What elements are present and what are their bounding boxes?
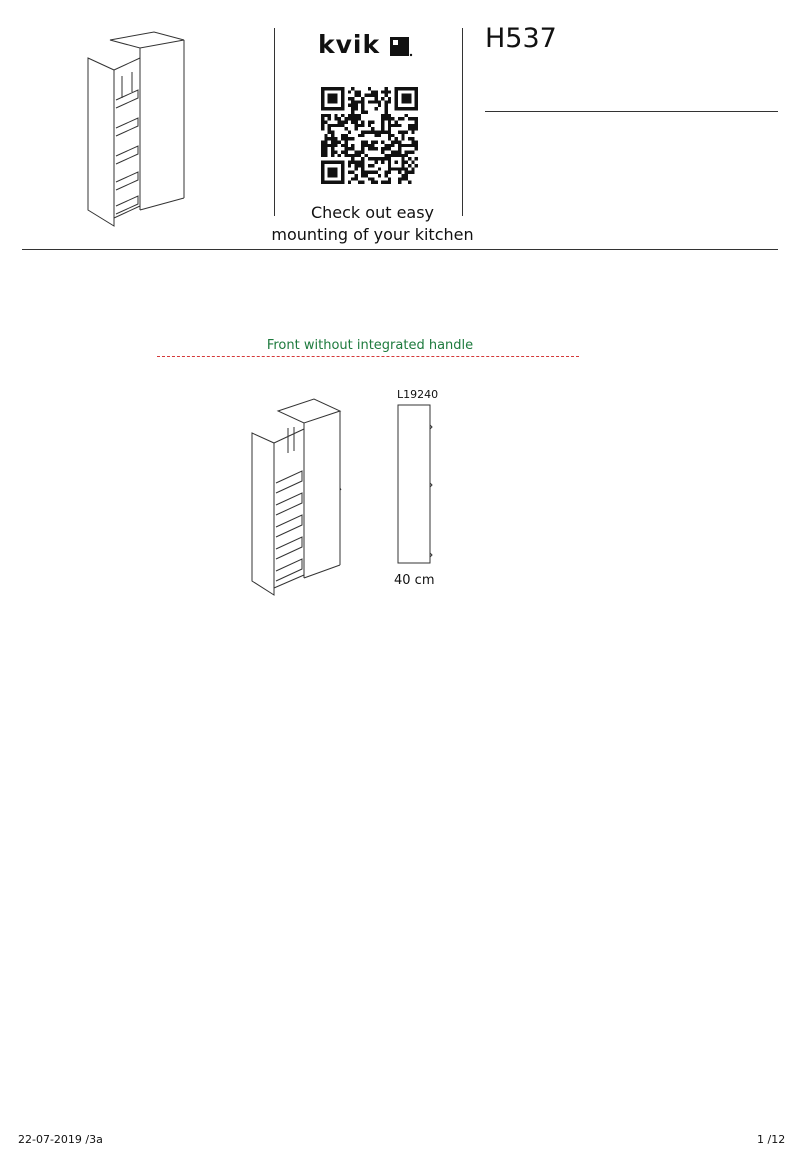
variant-title: Front without integrated handle <box>266 338 474 353</box>
front-width: 40 cm <box>394 573 435 588</box>
variant-divider <box>157 356 579 357</box>
qr-code-icon[interactable] <box>321 87 418 184</box>
cabinet-illustration <box>82 28 192 233</box>
footer-date-revision: 22-07-2019 /3a <box>18 1133 103 1146</box>
front-panel-illustration <box>396 403 436 568</box>
header-divider-left <box>274 28 275 216</box>
footer-page-number: 1 /12 <box>757 1133 786 1146</box>
product-code: H537 <box>485 23 557 54</box>
cabinet-variant-illustration <box>248 393 348 598</box>
brand-mark-icon <box>389 36 413 58</box>
header-rule <box>22 249 778 250</box>
product-code-rule <box>485 111 778 112</box>
mounting-cta-line1: Check out easy <box>310 203 435 222</box>
mounting-cta-line2: mounting of your kitchen <box>271 225 474 244</box>
front-code: L19240 <box>397 388 439 401</box>
header-divider-right <box>462 28 463 216</box>
brand-logo: kvik <box>318 30 381 59</box>
